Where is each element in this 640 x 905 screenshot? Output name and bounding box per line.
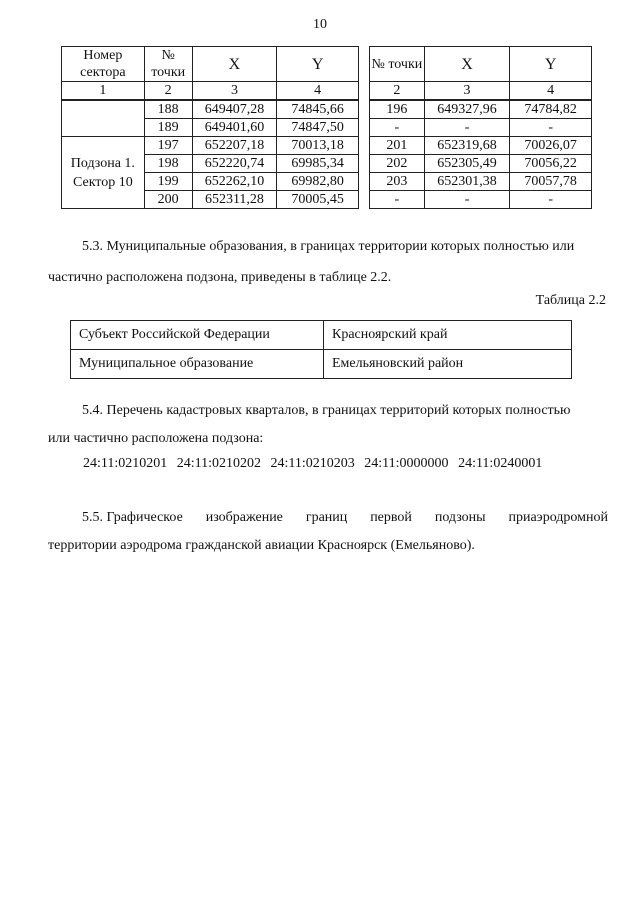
x-cell: 652262,10: [192, 173, 277, 191]
header-point: № точки: [144, 47, 192, 82]
table-row: [370, 100, 592, 119]
municipality-value: Емельяновский район: [324, 350, 572, 379]
x-cell: 649401,60: [192, 119, 277, 137]
cadastral-quarter: 24:11:0000000: [364, 456, 449, 471]
table-caption: Таблица 2.2: [535, 293, 606, 308]
header-y: Y: [510, 47, 592, 82]
paragraph-5-4-line1: 5.4. Перечень кадастровых кварталов, в границах территорий которых полностью: [82, 403, 571, 418]
sector-cell: Подзона 1. Сектор 10: [62, 137, 145, 209]
paragraph-5-3-line1: 5.3. Муниципальные образования, в границах территории которых полностью или: [82, 239, 575, 254]
y-cell: 69985,34: [277, 155, 359, 173]
cadastral-quarter: 24:11:0210203: [270, 456, 355, 471]
point-cell: 203: [370, 173, 425, 191]
word: границ: [305, 510, 348, 525]
table-row: [370, 173, 592, 191]
y-cell: 69982,80: [277, 173, 359, 191]
y-cell: 70056,22: [510, 155, 592, 173]
subject-value: Красноярский край: [324, 321, 572, 350]
coordinates-table-right: [369, 46, 592, 209]
page-number: 10: [313, 17, 327, 32]
paragraph-5-5-line2: территории аэродрома гражданской авиации Красноярск (Емельяново).: [48, 538, 475, 553]
table-row: [62, 100, 359, 119]
table-row: [370, 191, 592, 209]
point-cell: 200: [144, 191, 192, 209]
col-number: 4: [277, 82, 359, 101]
word: подзоны: [434, 510, 486, 525]
x-cell: 649327,96: [424, 100, 510, 119]
header-point: № точки: [370, 47, 425, 82]
x-cell: 652305,49: [424, 155, 510, 173]
municipal-table: [70, 320, 572, 379]
word: приаэродромной: [508, 510, 608, 525]
y-cell: -: [510, 119, 592, 137]
point-cell: 201: [370, 137, 425, 155]
cadastral-quarter: 24:11:0240001: [458, 456, 543, 471]
point-cell: 202: [370, 155, 425, 173]
x-cell: 652207,18: [192, 137, 277, 155]
word: изображение: [205, 510, 283, 525]
x-cell: 652311,28: [192, 191, 277, 209]
table-row: [370, 155, 592, 173]
point-cell: 198: [144, 155, 192, 173]
point-cell: 189: [144, 119, 192, 137]
word: первой: [370, 510, 412, 525]
paragraph-5-5-line1: [82, 508, 608, 528]
paragraph-5-4-line2: или частично расположена подзона:: [48, 431, 264, 446]
y-cell: 70057,78: [510, 173, 592, 191]
table-row: [71, 321, 572, 350]
x-cell: 652301,38: [424, 173, 510, 191]
municipality-label: Муниципальное образование: [71, 350, 324, 379]
table-row: [370, 137, 592, 155]
point-cell: -: [370, 191, 425, 209]
word: 5.5. Графическое: [82, 510, 183, 525]
col-number: 3: [192, 82, 277, 101]
col-number: 2: [144, 82, 192, 101]
point-cell: 197: [144, 137, 192, 155]
header-y: Y: [277, 47, 359, 82]
cadastral-quarters: [83, 456, 542, 472]
table-row: [370, 119, 592, 137]
header-x: X: [192, 47, 277, 82]
point-cell: 196: [370, 100, 425, 119]
header-sector: Номер сектора: [62, 47, 145, 82]
point-cell: -: [370, 119, 425, 137]
y-cell: 70005,45: [277, 191, 359, 209]
y-cell: -: [510, 191, 592, 209]
table-row: [62, 137, 359, 155]
x-cell: -: [424, 119, 510, 137]
subject-label: Субъект Российской Федерации: [71, 321, 324, 350]
cadastral-quarter: 24:11:0210201: [83, 456, 168, 471]
col-number: 4: [510, 82, 592, 101]
table-row: [71, 350, 572, 379]
col-number: 3: [424, 82, 510, 101]
col-number: 1: [62, 82, 145, 101]
cadastral-quarter: 24:11:0210202: [176, 456, 262, 471]
x-cell: 652319,68: [424, 137, 510, 155]
x-cell: -: [424, 191, 510, 209]
x-cell: 649407,28: [192, 100, 277, 119]
point-cell: 199: [144, 173, 192, 191]
sector-cell: [62, 100, 145, 137]
y-cell: 74784,82: [510, 100, 592, 119]
coordinates-table-left: [61, 46, 359, 209]
x-cell: 652220,74: [192, 155, 277, 173]
y-cell: 74845,66: [277, 100, 359, 119]
paragraph-5-3-line2: частично расположена подзона, приведены в таблице 2.2.: [48, 270, 392, 285]
y-cell: 74847,50: [277, 119, 359, 137]
y-cell: 70026,07: [510, 137, 592, 155]
point-cell: 188: [144, 100, 192, 119]
col-number: 2: [370, 82, 425, 101]
y-cell: 70013,18: [277, 137, 359, 155]
header-x: X: [424, 47, 510, 82]
